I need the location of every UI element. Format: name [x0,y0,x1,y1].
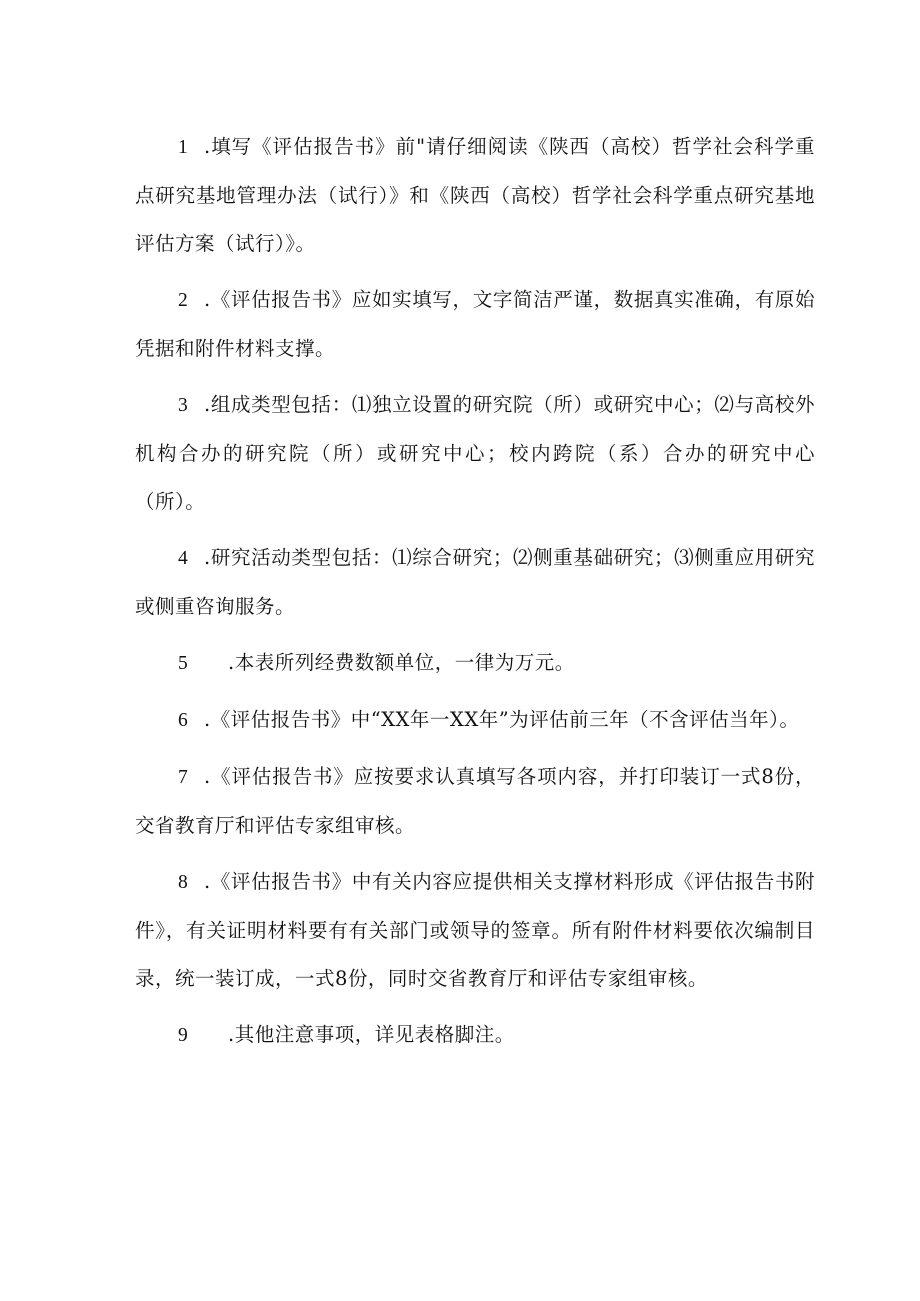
note-text: .本表所列经费数额单位，一律为万元。 [228,651,575,674]
note-text: .其他注意事项，详见表格脚注。 [228,1023,515,1046]
note-item-8 [135,858,815,1003]
note-number: 3 [178,395,189,416]
note-number: 7 [178,767,189,788]
note-text: .《评估报告书》应按要求认真填写各项内容，并打印装订一式8份，交省教育厅和评估专家组审核。 [135,765,815,837]
note-text: .《评估报告书》中“XX年一XX年”为评估前三年（不含评估当年）。 [204,708,800,731]
note-item-4 [135,534,815,631]
note-text: .《评估报告书》中有关内容应提供相关支撑材料形成《评估报告书附件》，有关证明材料要有有关部门或领导的签章。所有附件材料要依次编制目录，统一装订成，一式8份，同时交省教育厅和评估专家组审核。 [135,870,815,990]
note-number: 1 [178,137,189,158]
note-item-5 [135,639,815,688]
note-item-6 [135,696,815,745]
note-number: 9 [178,1025,189,1046]
note-number: 6 [178,710,189,731]
note-text: .组成类型包括：⑴独立设置的研究院（所）或研究中心；⑵与高校外机构合办的研究院（所）或研究中心；校内跨院（系）合办的研究中心（所）。 [135,393,815,513]
note-text: .填写《评估报告书》前"请仔细阅读《陕西（高校）哲学社会科学重点研究基地管理办法（试行）》和《陕西（高校）哲学社会科学重点研究基地评估方案（试行）》。 [135,135,815,255]
note-number: 8 [178,872,189,893]
note-number: 5 [178,653,189,674]
note-item-2 [135,276,815,373]
note-item-7 [135,753,815,850]
note-number: 4 [178,548,189,569]
note-text: .研究活动类型包括：⑴综合研究；⑵侧重基础研究；⑶侧重应用研究或侧重咨询服务。 [135,546,815,618]
notes-list [135,123,815,1068]
note-item-9 [135,1011,815,1060]
note-number: 2 [178,290,189,311]
note-item-1 [135,123,815,268]
note-text: .《评估报告书》应如实填写，文字简洁严谨，数据真实准确，有原始凭据和附件材料支撑。 [135,288,815,360]
note-item-3 [135,381,815,526]
